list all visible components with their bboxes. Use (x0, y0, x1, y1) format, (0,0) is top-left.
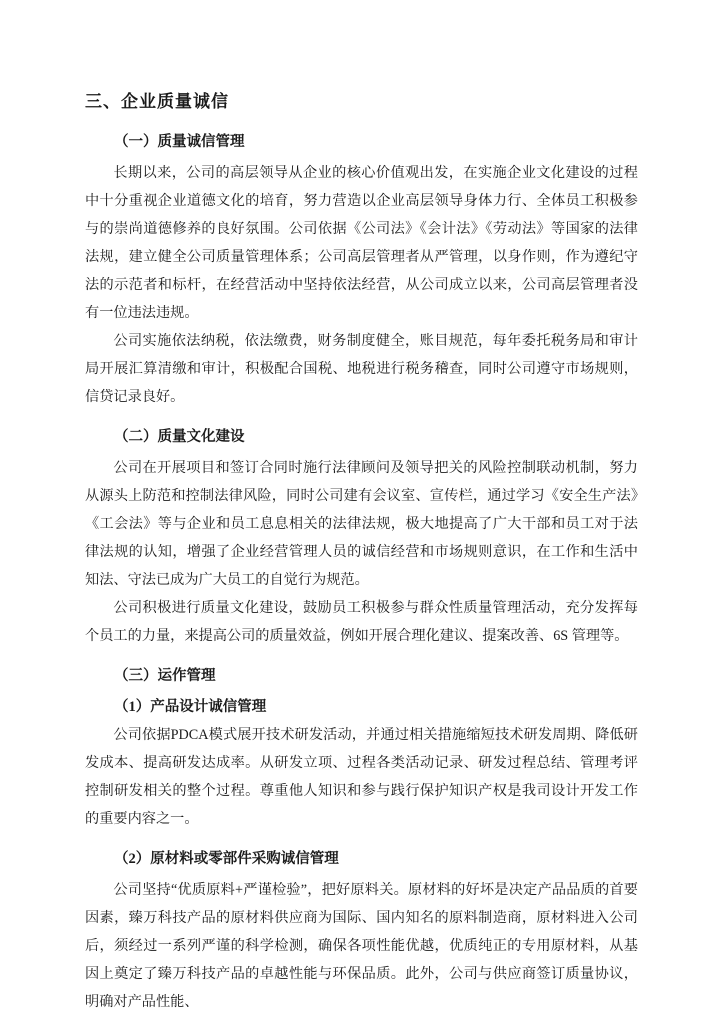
paragraph: 公司依据PDCA模式展开技术研发活动，并通过相关措施缩短技术研发周期、降低研发成本、提高研发达成率。从研发立项、过程各类活动记录、研发过程总结、管理考评控制研发相关的整个过程。尊重他人知识和参与践行保护知识产权是我司设计开发工作的重要内容之一。 (85, 727, 638, 827)
document-content (85, 88, 638, 1016)
paragraph: 公司实施依法纳税，依法缴费，财务制度健全，账目规范，每年委托税务局和审计局开展汇算清缴和审计，积极配合国税、地税进行税务稽查，同时公司遵守市场规则，信贷记录良好。 (85, 333, 638, 405)
paragraph: 公司坚持“优质原料+严谨检验”，把好原料关。原材料的好坏是决定产品品质的首要因素，臻万科技产品的原材料供应商为国际、国内知名的原料制造商，原材料进入公司后，须经过一系列严谨的科学检测，确保各项性能优越，优质纯正的专用原材料，从基因上奠定了臻万科技产品的卓越性能与环保品质。此外，公司与供应商签订质量协议，明确对产品性能、 (85, 882, 638, 1010)
section-heading: （一）质量诚信管理 (114, 134, 245, 150)
document-title: 三、企业质量诚信 (85, 92, 229, 111)
section-heading: （三）运作管理 (114, 668, 216, 684)
paragraph: 公司在开展项目和签订合同时施行法律顾问及领导把关的风险控制联动机制，努力从源头上防范和控制法律风险，同时公司建有会议室、宣传栏，通过学习《安全生产法》《工会法》等与企业和员工息息相关的法律法规，极大地提高了广大干部和员工对于法律法规的认知，增强了企业经营管理人员的诚信经营和市场规则意识，在工作和生活中知法、守法已成为广大员工的自觉行为规范。 (85, 460, 638, 588)
paragraph: 公司积极进行质量文化建设，鼓励员工积极参与群众性质量管理活动，充分发挥每个员工的力量，来提高公司的质量效益，例如开展合理化建议、提案改善、6S 管理等。 (85, 600, 638, 644)
subsection-heading: （1）产品设计诚信管理 (114, 699, 267, 715)
paragraph: 长期以来，公司的高层领导从企业的核心价值观出发，在实施企业文化建设的过程中十分重视企业道德文化的培育，努力营造以企业高层领导身体力行、全体员工积极参与的崇尚道德修养的良好氛围。公司依据《公司法》《会计法》《劳动法》等国家的法律法规，建立健全公司质量管理体系；公司高层管理者从严管理，以身作则，作为遵纪守法的示范者和标杆，在经营活动中坚持依法经营，从公司成立以来，公司高层管理者没有一位违法违规。 (85, 165, 638, 321)
section-heading: （二）质量文化建设 (114, 429, 245, 445)
subsection-heading: （2）原材料或零部件采购诚信管理 (114, 851, 339, 867)
